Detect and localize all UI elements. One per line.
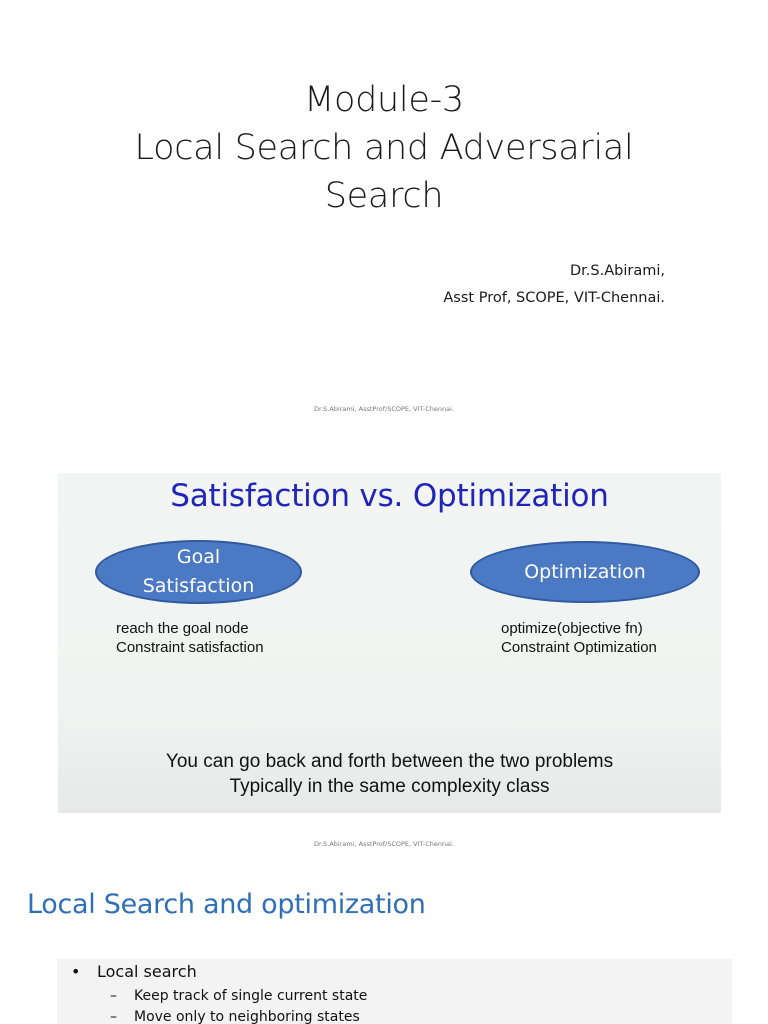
dash-icon: –: [110, 988, 117, 1004]
description-line: Constraint Optimization: [501, 639, 657, 656]
slide-title: Satisfaction vs. Optimization: [170, 478, 609, 514]
author-name: Dr.S.Abirami,: [570, 263, 665, 279]
slide-footer: Dr.S.Abirami, AsstProf/SCOPE, VIT-Chennai.: [314, 405, 454, 413]
bullet-text: Local search: [97, 962, 197, 981]
author-affiliation: Asst Prof, SCOPE, VIT-Chennai.: [443, 290, 665, 306]
description-line: Constraint satisfaction: [116, 639, 264, 656]
summary-line: Typically in the same complexity class: [229, 776, 550, 797]
satisfaction-description: [116, 619, 264, 657]
description-line: optimize(objective fn): [501, 620, 643, 637]
dash-icon: –: [110, 1009, 117, 1024]
summary-line: You can go back and forth between the two problems: [165, 751, 614, 772]
optimization-oval: [470, 541, 700, 603]
optimization-description: [501, 619, 657, 657]
oval-label: Optimization: [524, 560, 646, 583]
title-line: Search: [324, 176, 444, 216]
description-line: reach the goal node: [116, 620, 249, 637]
title-line: Module-3: [304, 80, 464, 120]
author-block: [443, 258, 665, 312]
satisfaction-vs-optimization-slide: [58, 473, 721, 813]
sub-bullet-text: Move only to neighboring states: [134, 1009, 360, 1024]
bullet-icon: •: [71, 962, 81, 981]
slide-summary: [58, 749, 721, 799]
slide-footer: Dr.S.Abirami, AsstProf/SCOPE, VIT-Chennai.: [314, 840, 454, 848]
sub-bullet-text: Keep track of single current state: [134, 988, 368, 1004]
oval-label: Satisfaction: [142, 575, 255, 597]
local-search-content: [57, 959, 732, 1024]
sub-bullet-item: [110, 1009, 360, 1024]
oval-label: Goal: [176, 546, 221, 568]
goal-satisfaction-oval: [95, 540, 302, 604]
section-title: Local Search and optimization: [27, 889, 426, 920]
sub-bullet-item: [110, 988, 367, 1004]
module-title: [0, 76, 768, 220]
bullet-item: [71, 962, 197, 981]
title-line: Local Search and Adversarial: [134, 128, 634, 168]
